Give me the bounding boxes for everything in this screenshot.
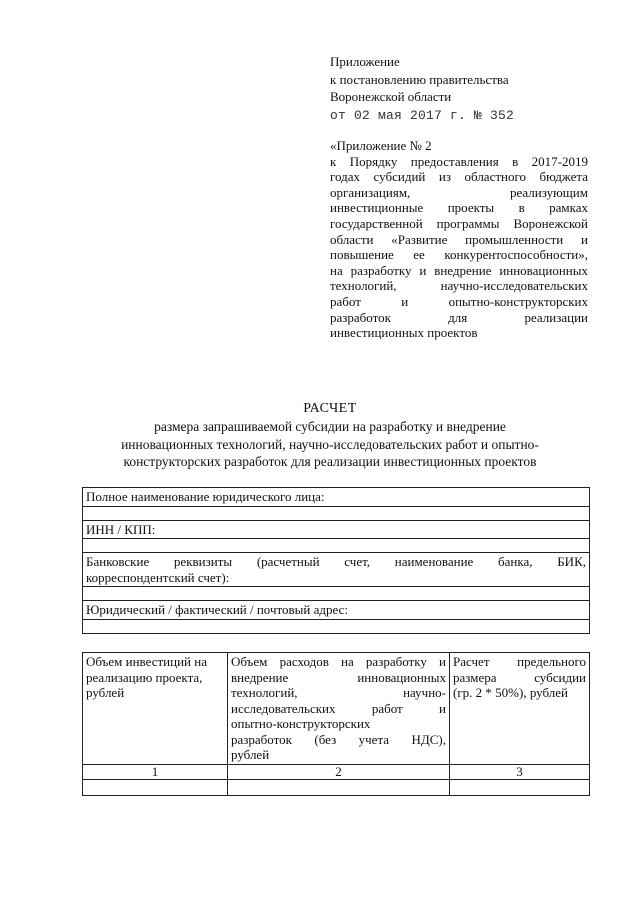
bank-details-label	[83, 553, 590, 587]
header-line: Расчет предельного	[453, 654, 586, 669]
subsidy-calculation-header	[450, 653, 590, 765]
header-line: рублей	[231, 747, 270, 762]
appendix-2-line: на разработку и внедрение инновационных	[330, 262, 588, 278]
title-line: конструкторских разработок для реализации инвестиционных проектов	[123, 454, 537, 469]
appendix-2-line: инвестиционных проектов	[330, 325, 478, 341]
subsidy-amount-cell[interactable]	[450, 779, 590, 795]
header-line: опытно-конструкторских	[231, 716, 371, 731]
appendix-2-line: организациям, реализующим	[330, 184, 588, 200]
title-line: инновационных технологий, научно-исследовательских работ и опытно-	[121, 436, 539, 452]
column-number: 3	[450, 764, 590, 779]
header-line: Объем инвестиций на	[86, 654, 207, 669]
header-line: рублей	[86, 685, 125, 700]
inn-kpp-value-cell[interactable]	[83, 539, 590, 553]
header-line: размера субсидии	[453, 669, 586, 685]
organization-info-table	[82, 487, 590, 634]
appendix-2-line: разработок для реализации	[330, 309, 588, 325]
appendix-header	[330, 53, 600, 125]
bank-details-line: корреспондентский счет):	[86, 569, 230, 585]
appendix-2-line: «Приложение № 2	[330, 138, 432, 153]
header-line: внедрение инновационных	[231, 669, 446, 685]
address-value-cell[interactable]	[83, 619, 590, 633]
title-heading: РАСЧЕТ	[303, 401, 357, 416]
investment-volume-cell[interactable]	[83, 779, 228, 795]
appendix-2-line: годах субсидий из областного бюджета	[330, 169, 588, 185]
bank-details-value-cell[interactable]	[83, 587, 590, 601]
header-line: реализацию проекта,	[86, 669, 203, 685]
appendix-2-line: повышение ее конкурентоспособности»,	[330, 247, 588, 263]
header-line: технологий, научно-	[231, 685, 446, 700]
expense-volume-cell[interactable]	[228, 779, 450, 795]
full-name-value-cell[interactable]	[83, 506, 590, 520]
appendix-2-line: технологий, научно-исследовательских	[330, 278, 588, 294]
address-label: Юридический / фактический / почтовый адрес:	[83, 601, 590, 620]
appendix-header-line: к постановлению правительства	[330, 71, 509, 87]
appendix-header-line: Воронежской области	[330, 89, 452, 104]
column-number: 2	[228, 764, 450, 779]
column-number: 1	[83, 764, 228, 779]
header-line: исследовательских работ и	[231, 700, 446, 716]
full-name-label: Полное наименование юридического лица:	[83, 488, 590, 507]
header-line: Объем расходов на разработку и	[231, 654, 446, 669]
appendix-2-line: к Порядку предоставления в 2017-2019	[330, 153, 588, 169]
date-number-stamp: от 02 мая 2017 г. № 352	[330, 107, 515, 123]
investment-volume-header	[83, 653, 228, 765]
expense-volume-header	[228, 653, 450, 765]
subsidy-calculation-table	[82, 652, 590, 796]
appendix-2-line: работ и опытно-конструкторских	[330, 293, 588, 309]
appendix-2-block	[330, 138, 588, 341]
header-line: разработок (без учета НДС),	[231, 731, 446, 747]
bank-details-line: Банковские реквизиты (расчетный счет, наименование банка, БИК,	[86, 554, 586, 569]
document-title	[60, 400, 600, 471]
inn-kpp-label: ИНН / КПП:	[83, 520, 590, 539]
appendix-2-line: области «Развитие промышленности и	[330, 231, 588, 247]
appendix-2-line: инвестиционные проекты в рамках	[330, 200, 588, 216]
appendix-header-line: Приложение	[330, 54, 400, 69]
header-line: (гр. 2 * 50%), рублей	[453, 685, 568, 700]
appendix-2-line: государственной программы Воронежской	[330, 215, 588, 231]
title-line: размера запрашиваемой субсидии на разработку и внедрение	[154, 419, 506, 434]
